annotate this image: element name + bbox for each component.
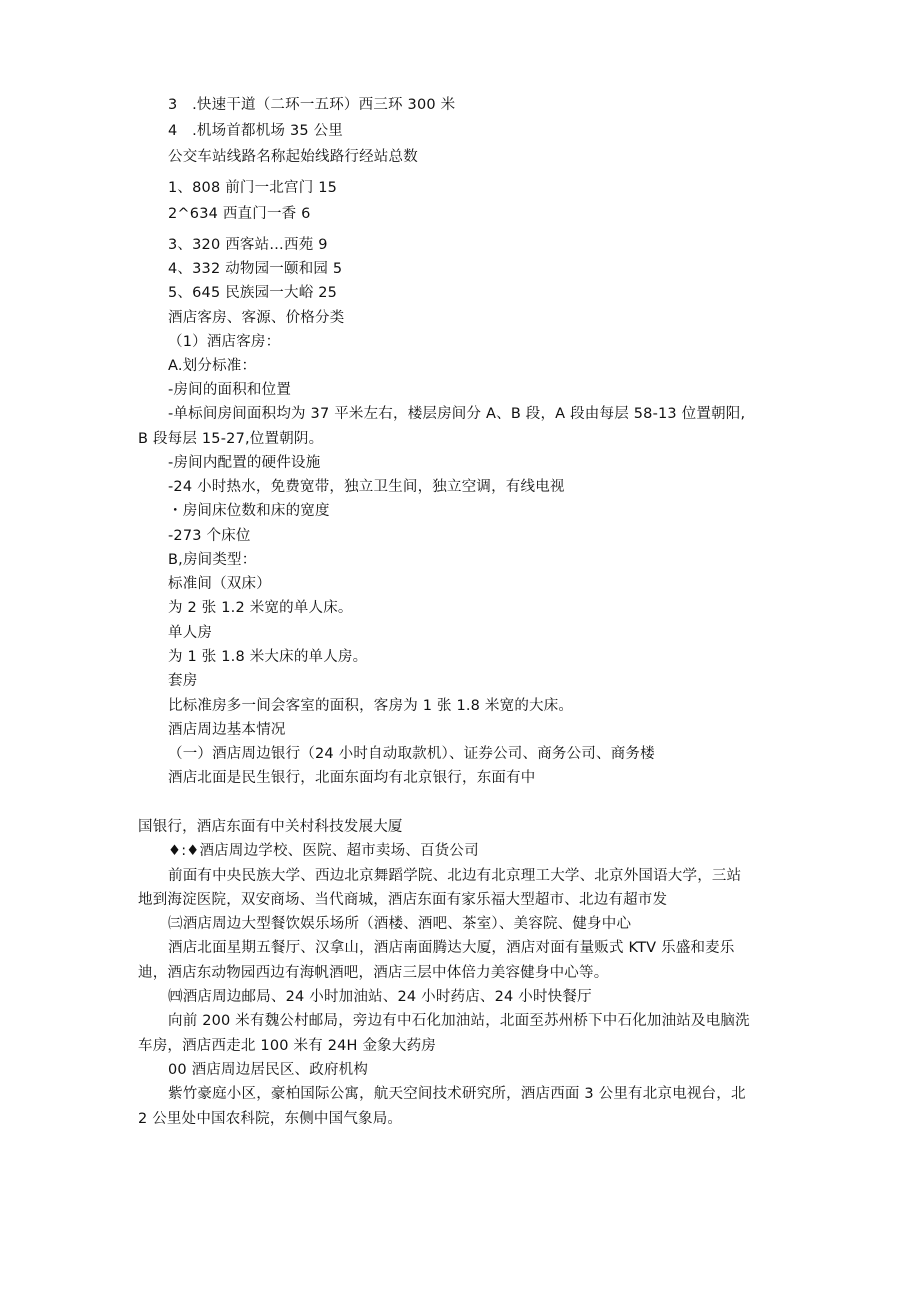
text-line: 套房 xyxy=(168,673,198,689)
text-line: ・房间床位数和床的宽度 xyxy=(168,503,330,519)
text-line: 酒店北面星期五餐厅、汉拿山，酒店南面腾达大厦，酒店对面有量贩式 KTV 乐盛和麦乐 xyxy=(168,940,735,956)
text-line: B,房间类型： xyxy=(168,552,257,568)
text-line: 公交车站线路名称起始线路行经站总数 xyxy=(168,149,418,165)
text-line: 酒店北面是民生银行，北面东面均有北京银行，东面有中 xyxy=(168,770,536,786)
text-line: （1）酒店客房： xyxy=(168,334,281,350)
text-line: 3 .快速干道（二环一五环）西三环 300 米 xyxy=(168,97,456,113)
text-line: 酒店周边基本情况 xyxy=(168,722,286,738)
text-line: （一）酒店周边银行（24 小时自动取款机）、证券公司、商务公司、商务楼 xyxy=(168,746,655,762)
text-line: ㈣酒店周边邮局、24 小时加油站、24 小时药店、24 小时快餐厅 xyxy=(168,989,592,1005)
text-line: ㈢酒店周边大型餐饮娱乐场所（酒楼、酒吧、茶室）、美容院、健身中心 xyxy=(168,916,632,932)
text-line: 迪，酒店东动物园西边有海帆酒吧，酒店三层中体倍力美容健身中心等。 xyxy=(138,965,609,981)
text-line: 2^634 西直门一香 6 xyxy=(168,206,311,222)
text-line: 比标准房多一间会客室的面积，客房为 1 张 1.8 米宽的大床。 xyxy=(168,698,574,714)
text-line: -房间内配置的硬件设施 xyxy=(168,455,321,471)
text-line: 5、645 民族园一大峪 25 xyxy=(168,285,338,301)
text-line: 单人房 xyxy=(168,625,213,641)
text-line: 3、320 西客站…西苑 9 xyxy=(168,237,328,253)
text-line: 2 公里处中国农科院，东侧中国气象局。 xyxy=(138,1111,403,1127)
text-line: 酒店客房、客源、价格分类 xyxy=(168,310,345,326)
text-line: B 段每层 15-27,位置朝阴。 xyxy=(138,431,324,447)
text-line: -房间的面积和位置 xyxy=(168,382,292,398)
text-line: 标准间（双床） xyxy=(168,576,271,592)
text-line: 4 .机场首都机场 35 公里 xyxy=(168,123,344,139)
text-line: -24 小时热水，免费宽带，独立卫生间，独立空调，有线电视 xyxy=(168,479,565,495)
text-line: 00 酒店周边居民区、政府机构 xyxy=(168,1062,369,1078)
text-line: 地到海淀医院，双安商场、当代商城，酒店东面有家乐福大型超市、北边有超市发 xyxy=(138,892,668,908)
text-line: A.划分标准： xyxy=(168,358,257,374)
text-line: 国银行，酒店东面有中关村科技发展大厦 xyxy=(138,819,403,835)
text-line: 为 2 张 1.2 米宽的单人床。 xyxy=(168,600,353,616)
text-line: 前面有中央民族大学、西边北京舞蹈学院、北边有北京理工大学、北京外国语大学，三站 xyxy=(168,868,742,884)
text-line: 紫竹豪庭小区，豪柏国际公寓，航天空间技术研究所，酒店西面 3 公里有北京电视台，北 xyxy=(168,1086,746,1102)
text-line: 为 1 张 1.8 米大床的单人房。 xyxy=(168,649,368,665)
text-line: -273 个床位 xyxy=(168,528,251,544)
text-line: 1、808 前门一北宫门 15 xyxy=(168,180,338,196)
text-line: -单标间房间面积均为 37 平米左右，楼层房间分 A、B 段，A 段由每层 58-13 位置朝阳, xyxy=(168,406,746,422)
text-line: 4、332 动物园一颐和园 5 xyxy=(168,261,343,277)
text-line: 车房，酒店西走北 100 米有 24H 金象大药房 xyxy=(138,1038,436,1054)
text-line: ♦:♦酒店周边学校、医院、超市卖场、百货公司 xyxy=(168,843,479,859)
text-line: 向前 200 米有魏公村邮局，旁边有中石化加油站，北面至苏州桥下中石化加油站及电脑洗 xyxy=(168,1013,750,1029)
